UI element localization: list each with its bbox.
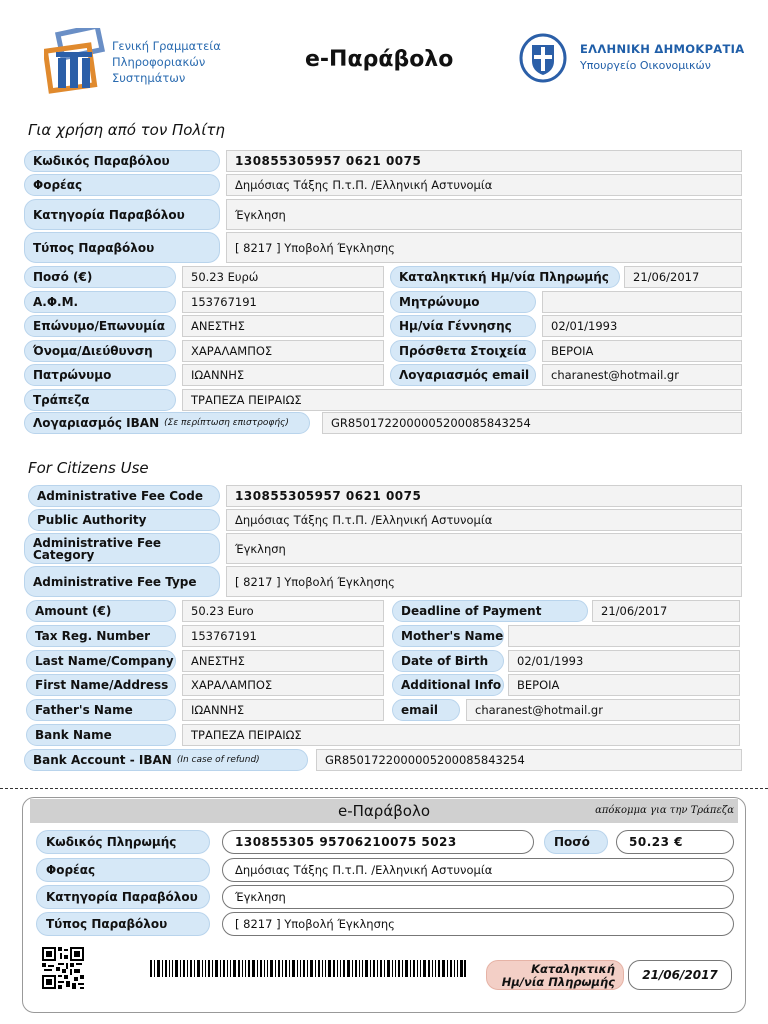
stub-category-value: Έγκληση — [222, 885, 734, 909]
en-amount-value: 50.23 Euro — [182, 600, 384, 622]
extra-info-label: Πρόσθετα Στοιχεία — [390, 340, 536, 362]
stub-deadline-label-line2: Ημ/νία Πληρωμής — [501, 975, 615, 989]
en-dob-value: 02/01/1993 — [508, 650, 740, 672]
stub-pay-code-label: Κωδικός Πληρωμής — [36, 830, 210, 854]
government-name: ΕΛΛΗΝΙΚΗ ΔΗΜΟΚΡΑΤΙΑ Υπουργείο Οικονομικών — [580, 42, 745, 72]
en-iban-label-text: Bank Account - IBAN — [33, 753, 172, 767]
stub-amount-value: 50.23 € — [616, 830, 734, 854]
authority-label: Φορέας — [24, 174, 220, 196]
en-taxreg-label: Tax Reg. Number — [26, 625, 176, 647]
en-extra-info-label: Additional Info — [392, 674, 504, 696]
en-type-value: [ 8217 ] Υποβολή Έγκλησης — [226, 566, 742, 597]
en-iban-note: (In case of refund) — [176, 755, 260, 765]
category-value: Έγκληση — [226, 199, 742, 230]
en-bank-label: Bank Name — [26, 724, 176, 746]
en-authority-label: Public Authority — [28, 509, 220, 531]
name-label: Όνομα/Διεύθυνση — [24, 340, 176, 362]
fee-code-label: Κωδικός Παραβόλου — [24, 150, 220, 172]
surname-label: Επώνυμο/Επωνυμία — [24, 315, 176, 337]
amount-value: 50.23 Ευρώ — [182, 266, 384, 288]
dob-value: 02/01/1993 — [542, 315, 742, 337]
en-taxreg-value: 153767191 — [182, 625, 384, 647]
deadline-value: 21/06/2017 — [624, 266, 742, 288]
bank-value: ΤΡΑΠΕΖΑ ΠΕΙΡΑΙΩΣ — [182, 389, 742, 411]
en-iban-value: GR8501722000005200085843254 — [316, 749, 742, 771]
iban-note: (Σε περίπτωση επιστροφής) — [164, 418, 289, 428]
en-surname-label: Last Name/Company — [26, 650, 176, 672]
mother-label: Μητρώνυμο — [390, 291, 536, 313]
en-deadline-value: 21/06/2017 — [592, 600, 740, 622]
afm-value: 153767191 — [182, 291, 384, 313]
stub-type-label: Τύπος Παραβόλου — [36, 912, 210, 936]
section-title-greek: Για χρήση από τον Πολίτη — [28, 121, 225, 139]
stub-note: απόκομμα για την Τράπεζα — [595, 805, 734, 816]
stub-category-label: Κατηγορία Παραβόλου — [36, 885, 210, 909]
gsis-name: Γενική Γραμματεία Πληροφοριακών Συστημάτων — [112, 39, 221, 85]
en-mother-label: Mother's Name — [392, 625, 504, 647]
en-authority-value: Δημόσιας Τάξης Π.τ.Π. /Ελληνική Αστυνομία — [226, 509, 742, 531]
en-name-value: ΧΑΡΑΛΑΜΠΟΣ — [182, 674, 384, 696]
section-title-english: For Citizens Use — [28, 459, 149, 477]
type-label: Τύπος Παραβόλου — [24, 232, 220, 263]
en-category-value: Έγκληση — [226, 533, 742, 564]
fee-code-value: 130855305957 0621 0075 — [226, 150, 742, 172]
stub-authority-label: Φορέας — [36, 858, 210, 882]
en-surname-value: ΑΝΕΣΤΗΣ — [182, 650, 384, 672]
en-email-label: email — [392, 699, 460, 721]
email-label: Λογαριασμός email — [390, 364, 536, 386]
en-type-label: Administrative Fee Type — [24, 566, 220, 597]
en-father-value: ΙΩΑΝΝΗΣ — [182, 699, 384, 721]
en-fee-code-value: 130855305957 0621 0075 — [226, 485, 742, 507]
stub-amount-label: Ποσό — [544, 830, 608, 854]
stub-deadline-label — [486, 960, 624, 990]
dob-label: Ημ/νία Γέννησης — [390, 315, 536, 337]
en-extra-info-value: ΒΕΡΟΙΑ — [508, 674, 740, 696]
stub-title: e-Παράβολο — [337, 802, 431, 820]
en-name-label: First Name/Address — [26, 674, 176, 696]
iban-label — [24, 412, 310, 434]
deadline-label: Καταληκτική Ημ/νία Πληρωμής — [390, 266, 620, 288]
en-deadline-label: Deadline of Payment — [392, 600, 588, 622]
authority-value: Δημόσιας Τάξης Π.τ.Π. /Ελληνική Αστυνομία — [226, 174, 742, 196]
cut-line — [0, 788, 768, 789]
stub-authority-value: Δημόσιας Τάξης Π.τ.Π. /Ελληνική Αστυνομία — [222, 858, 734, 882]
bank-label: Τράπεζα — [24, 389, 176, 411]
extra-info-value: ΒΕΡΟΙΑ — [542, 340, 742, 362]
category-label: Κατηγορία Παραβόλου — [24, 199, 220, 230]
en-bank-value: ΤΡΑΠΕΖΑ ΠΕΙΡΑΙΩΣ — [182, 724, 740, 746]
stub-pay-code-value: 130855305 95706210075 5023 — [222, 830, 534, 854]
en-category-label: Administrative Fee Category — [24, 533, 220, 564]
en-amount-label: Amount (€) — [26, 600, 176, 622]
iban-value: GR8501722000005200085843254 — [322, 412, 742, 434]
stub-header — [30, 799, 738, 823]
name-value: ΧΑΡΑΛΑΜΠΟΣ — [182, 340, 384, 362]
surname-value: ΑΝΕΣΤΗΣ — [182, 315, 384, 337]
en-email-value: charanest@hotmail.gr — [466, 699, 740, 721]
mother-value — [542, 291, 742, 313]
page-title: e-Παράβολο — [305, 47, 454, 72]
greek-emblem-icon — [518, 33, 568, 83]
afm-label: Α.Φ.Μ. — [24, 291, 176, 313]
stub-deadline-value: 21/06/2017 — [628, 960, 732, 990]
amount-label: Ποσό (€) — [24, 266, 176, 288]
father-value: ΙΩΑΝΝΗΣ — [182, 364, 384, 386]
barcode-icon — [150, 960, 466, 977]
en-iban-label — [24, 749, 308, 771]
en-dob-label: Date of Birth — [392, 650, 504, 672]
father-label: Πατρώνυμο — [24, 364, 176, 386]
gsis-logo-icon — [44, 28, 108, 94]
en-fee-code-label: Administrative Fee Code — [28, 485, 220, 507]
qr-code-icon — [42, 947, 84, 989]
email-value: charanest@hotmail.gr — [542, 364, 742, 386]
stub-deadline-label-line1: Καταληκτική — [531, 962, 615, 976]
en-father-label: Father's Name — [26, 699, 176, 721]
iban-label-text: Λογαριασμός IBAN — [33, 416, 160, 430]
type-value: [ 8217 ] Υποβολή Έγκλησης — [226, 232, 742, 263]
stub-type-value: [ 8217 ] Υποβολή Έγκλησης — [222, 912, 734, 936]
en-mother-value — [508, 625, 740, 647]
